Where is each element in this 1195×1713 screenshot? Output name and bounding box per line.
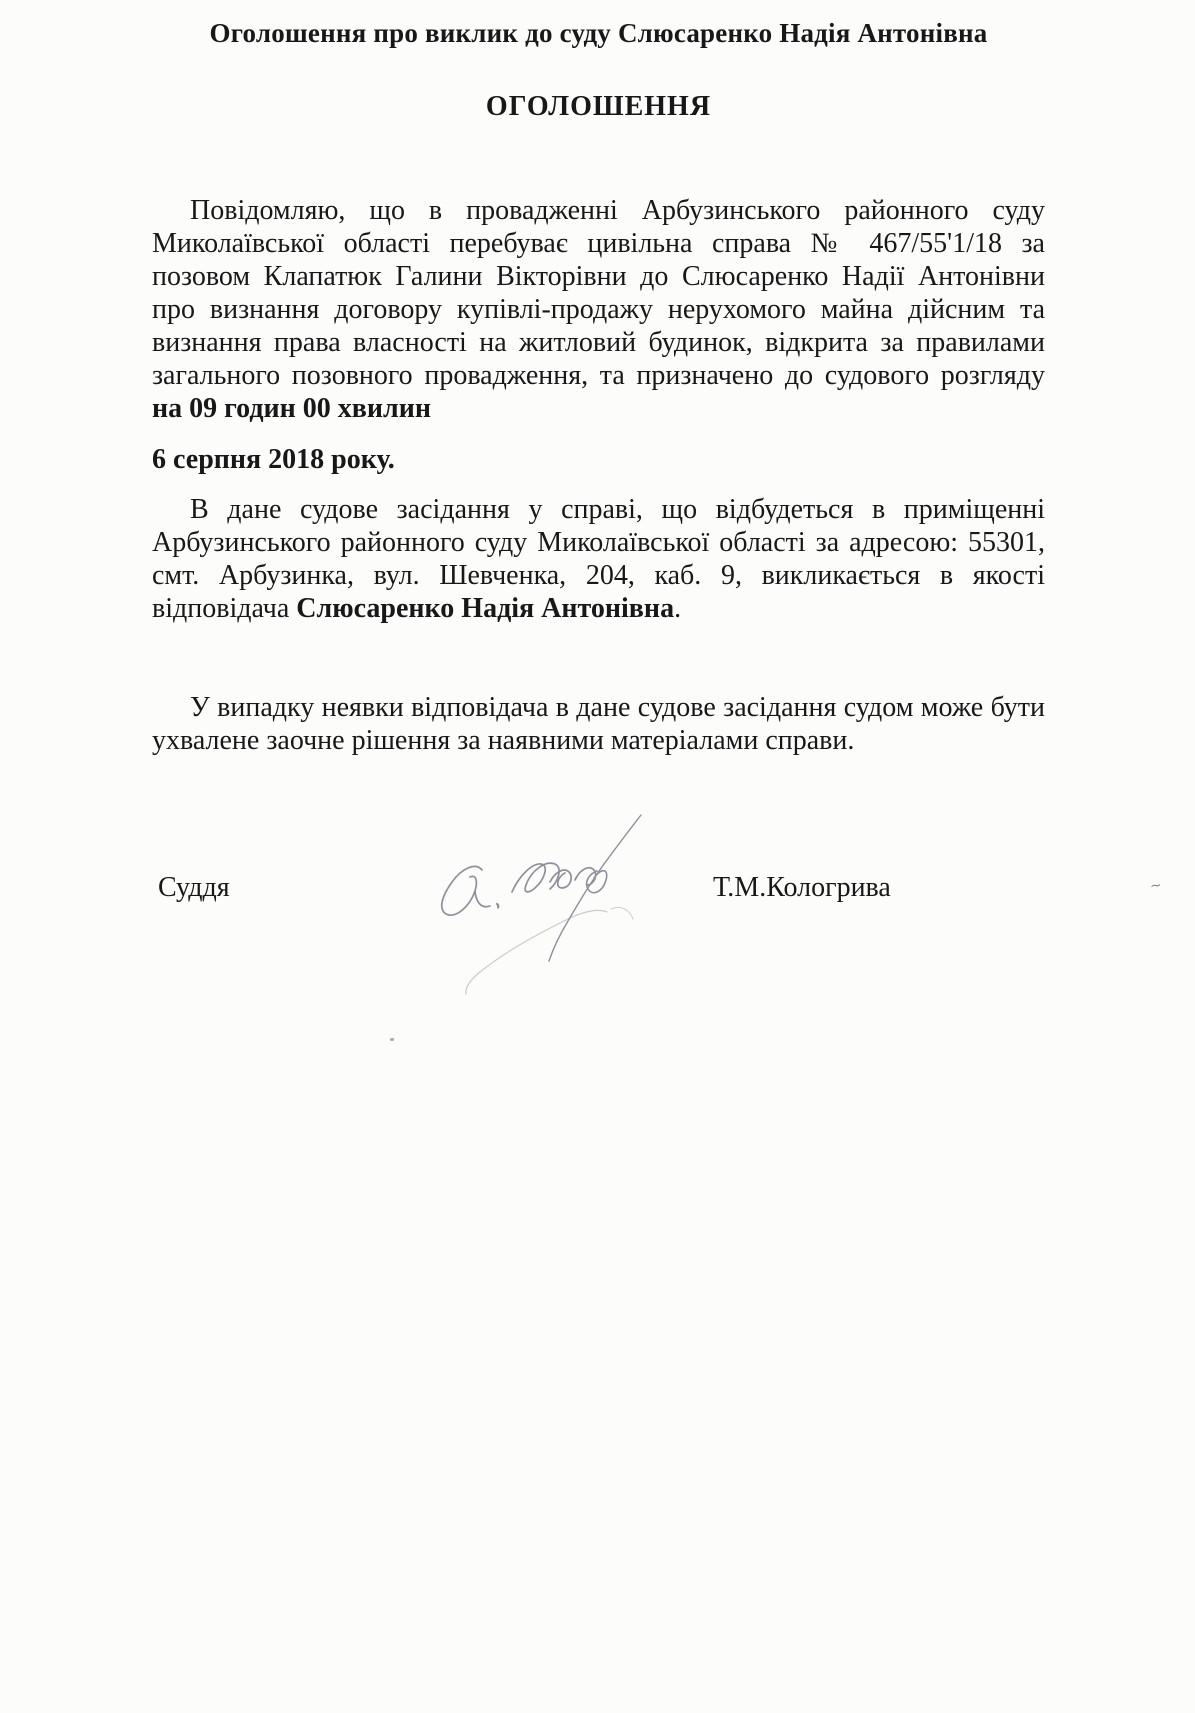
- document-title: Оголошення про виклик до суду Слюсаренко Надія Антонівна: [209, 18, 988, 48]
- signature-row: [152, 871, 1163, 904]
- document-heading: ОГОЛОШЕННЯ: [485, 91, 712, 122]
- scan-artifact-speck: [390, 1038, 394, 1041]
- paragraph-absence-warning: У випадку неявки відповідача в дане судове засідання судом може бути ухвалене заочне рішення за наявними матеріалами справи.: [152, 692, 1045, 756]
- paragraph-case-info: [152, 194, 1045, 425]
- judge-role-label: Суддя: [158, 872, 230, 903]
- hearing-date-line: 6 серпня 2018 року.: [152, 444, 395, 475]
- hearing-time-bold: на 09 годин 00 хвилин: [152, 393, 432, 424]
- defendant-name-bold: Слюсаренко Надія Антонівна: [296, 593, 675, 624]
- judge-name: Т.М.Кологрива: [713, 872, 891, 903]
- paragraph-case-info-text: Повідомляю, що в провадженні Арбузинського районного суду Миколаївської області перебуває цивільна справа № 467/55'1/18 за позовом Клапатюк Галини Вікторівни до Слюсаренко Надії Антонівни про визнання договору купівлі-продажу нерухомого майна дійсним та визнання права власності на житловий будинок, відкрита за правилами загального позовного провадження, та призначено до судового розгляду: [152, 195, 1045, 391]
- paragraph-hearing-details: [152, 493, 1045, 625]
- paragraph-hearing-details-period: .: [674, 593, 682, 624]
- scan-artifact-mark: ~: [1148, 877, 1163, 895]
- paragraph-hearing-details-text: В дане судове засідання у справі, що відбудеться в приміщенні Арбузинського районного суду Миколаївської області за адресою: 55301, смт. Арбузинка, вул. Шевченка, 204, каб. 9, викликається в якості відповідача: [152, 494, 1045, 624]
- judge-signature-icon: [398, 808, 658, 1023]
